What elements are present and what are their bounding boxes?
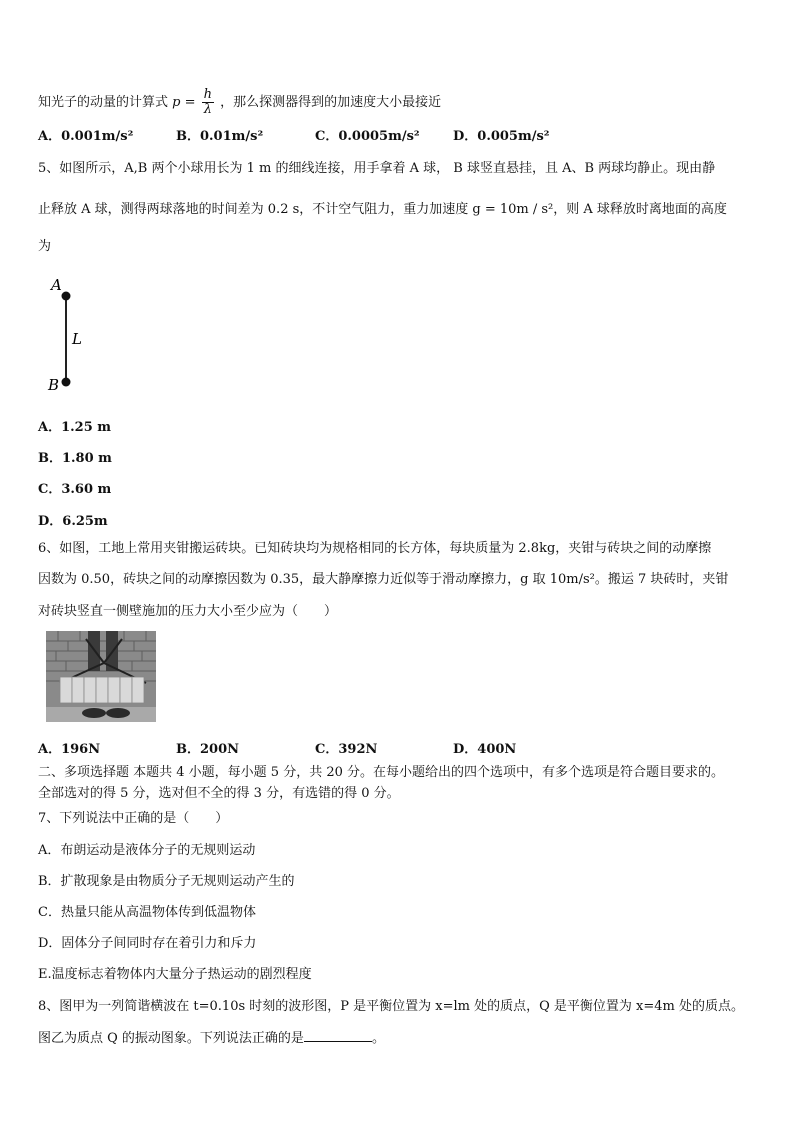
- q4-formula-fraction: [202, 88, 214, 117]
- q5-option-b: B．1.80 m: [38, 451, 112, 466]
- q7-option-a: A．布朗运动是液体分子的无规则运动: [38, 843, 256, 858]
- section2-instructions-line-1: 二、多项选择题 本题共 4 小题，每小题 5 分，共 20 分。在每小题给出的四个选项中，有多个选项是符合题目要求的。: [38, 765, 725, 780]
- q6-stem-line-3: 对砖块竖直一侧壁施加的压力大小至少应为（ ）: [38, 604, 338, 619]
- q4-stem-suffix: ，那么探测器得到的加速度大小最接近: [220, 95, 442, 110]
- section2-instructions-line-2: 全部选对的得 5 分，选对但不全的得 3 分，有选错的得 0 分。: [38, 786, 400, 801]
- q4-formula-numerator: h: [203, 87, 213, 102]
- q4-option-d: D．0.005m/s²: [453, 129, 550, 144]
- q5-stem-line-2: 止释放 A 球，测得两球落地的时间差为 0.2 s，不计空气阻力，重力加速度 g = 10m / s²，则 A 球释放时离地面的高度: [38, 202, 727, 217]
- q5-label-b: B: [48, 376, 60, 394]
- q6-stem-line-1: 6、如图，工地上常用夹钳搬运砖块。已知砖块均为规格相同的长方体，每块质量为 2.8kg，夹钳与砖块之间的动摩擦: [38, 541, 712, 556]
- q5-option-d: D．6.25m: [38, 514, 108, 529]
- q4-formula-lhs: p =: [172, 95, 196, 110]
- q5-label-a: A: [51, 276, 62, 294]
- q7-stem: 7、下列说法中正确的是（ ）: [38, 811, 229, 826]
- q4-option-b: B．0.01m/s²: [176, 129, 264, 144]
- q6-option-d: D．400N: [453, 742, 517, 757]
- q5-pendulum-figure: [44, 272, 104, 396]
- q5-stem-line-1: 5、如图所示，A,B 两个小球用长为 1 m 的细线连接，用手拿着 A 球， B 球竖直悬挂，且 A、B 两球均静止。现由静: [38, 161, 716, 176]
- q4-stem-line: [38, 88, 441, 117]
- q8-answer-blank[interactable]: [304, 1029, 372, 1042]
- q5-ball-a: [62, 292, 71, 301]
- q6-option-c: C．392N: [315, 742, 378, 757]
- q5-stem-line-3: 为: [38, 239, 52, 254]
- q4-option-a: A．0.001m/s²: [38, 129, 134, 144]
- q8-stem-line-2-end: 。: [371, 1031, 385, 1046]
- q6-brick-tongs-photo: [46, 631, 156, 722]
- q6-option-b: B．200N: [176, 742, 240, 757]
- q6-stem-line-2: 因数为 0.50，砖块之间的动摩擦因数为 0.35，最大静摩擦力近似等于滑动摩擦力，g 取 10m/s²。搬运 7 块砖时，夹钳: [38, 572, 729, 587]
- q8-stem-line-2-text: 图乙为质点 Q 的振动图象。下列说法正确的是: [38, 1031, 304, 1046]
- q5-option-c: C．3.60 m: [38, 482, 112, 497]
- q6-option-a: A．196N: [38, 742, 101, 757]
- q7-option-c: C．热量只能从高温物体传到低温物体: [38, 905, 256, 920]
- q8-stem-line-2: [38, 1029, 385, 1048]
- q5-label-l: L: [72, 330, 82, 348]
- q5-ball-b: [62, 378, 71, 387]
- q4-stem-prefix: 知光子的动量的计算式: [38, 95, 169, 110]
- q8-stem-line-1: 8、图甲为一列简谐横波在 t=0.10s 时刻的波形图，P 是平衡位置为 x=lm 处的质点，Q 是平衡位置为 x=4m 处的质点。: [38, 999, 744, 1014]
- q5-option-a: A．1.25 m: [38, 420, 112, 435]
- q4-option-c: C．0.0005m/s²: [315, 129, 420, 144]
- q7-option-e: E.温度标志着物体内大量分子热运动的剧烈程度: [38, 967, 312, 982]
- q7-option-d: D．固体分子间同时存在着引力和斥力: [38, 936, 257, 951]
- q7-option-b: B．扩散现象是由物质分子无规则运动产生的: [38, 874, 295, 889]
- q4-formula-denominator: λ: [203, 102, 212, 117]
